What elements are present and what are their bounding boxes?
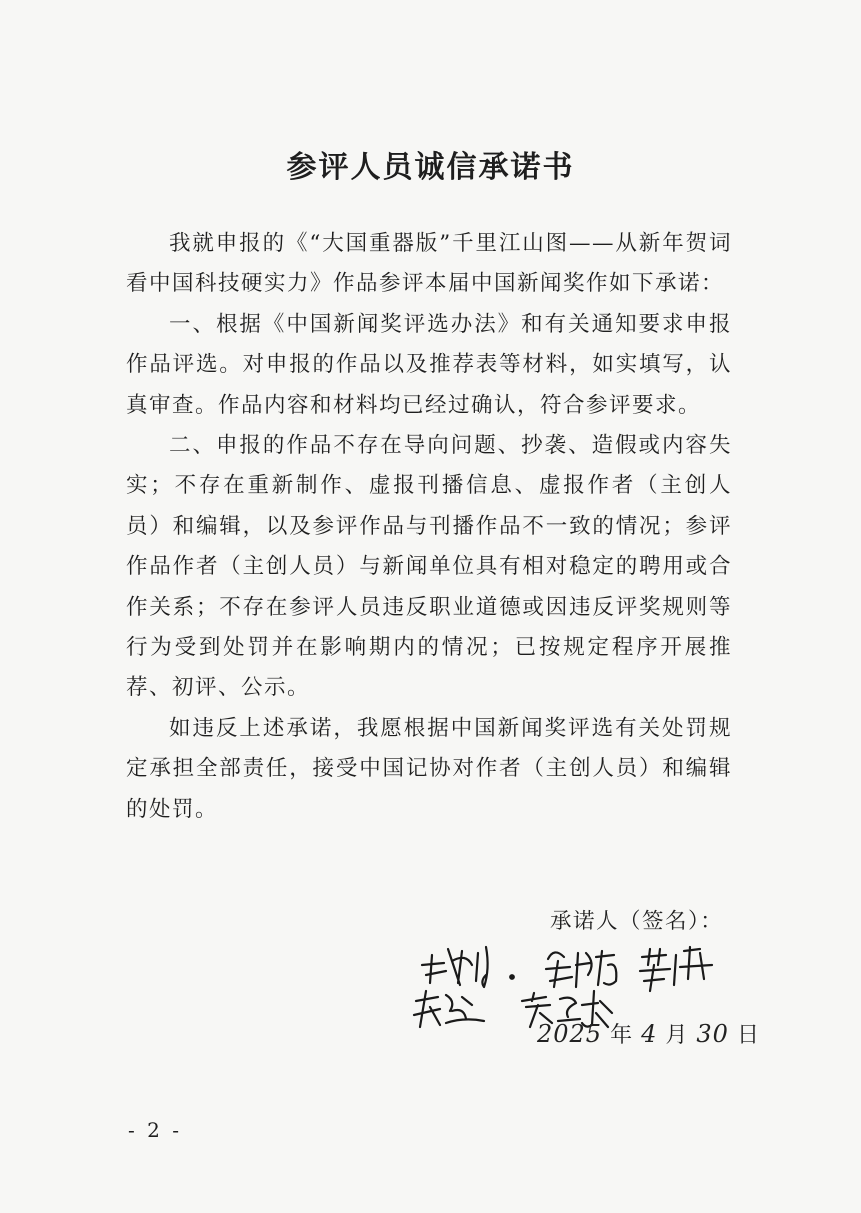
page-number: - 2 -: [128, 1118, 182, 1142]
signature-2: [546, 951, 616, 987]
paragraph-commitment-2: 二、申报的作品不存在导向问题、抄袭、造假或内容失实；不存在重新制作、虚报刊播信息、虚报作者（主创人员）和编辑，以及参评作品与刊播作品不一致的情况；参评作品作者（主创人员）与新闻单位具有相对稳定的聘用或合作关系；不存在参评人员违反职业道德或因违反评奖规则等行为受到处罚并在影响期内的情况；已按规定程序开展推荐、初评、公示。: [126, 433, 732, 701]
paragraph-penalty: 如违反上述承诺，我愿根据中国新闻奖评选有关处罚规定承担全部责任，接受中国记协对作者（主创人员）和编辑的处罚。: [126, 715, 732, 822]
signing-date: [537, 1018, 760, 1049]
date-month: 4: [641, 1020, 658, 1048]
date-day: 30: [696, 1020, 729, 1048]
signature-label: 承诺人（签名）：: [550, 909, 724, 934]
document-title: 参评人员诚信承诺书: [286, 150, 575, 185]
date-month-unit: 月: [665, 1023, 689, 1048]
handwritten-signatures: [400, 935, 740, 1030]
date-year: 2025: [537, 1020, 603, 1048]
signature-4: [414, 991, 484, 1027]
date-day-unit: 日: [736, 1023, 760, 1048]
date-year-unit: 年: [610, 1023, 634, 1048]
signature-1: [422, 947, 514, 987]
paragraph-commitment-1: 一、根据《中国新闻奖评选办法》和有关通知要求申报作品评选。对申报的作品以及推荐表等材料，如实填写，认真审查。作品内容和材料均已经过确认，符合参评要求。: [126, 311, 732, 418]
paragraph-intro: 我就申报的《“大国重器版”千里江山图——从新年贺词看中国科技硬实力》作品参评本届中国新闻奖作如下承诺：: [126, 231, 732, 297]
signature-3: [640, 947, 712, 991]
document-body: [126, 224, 732, 830]
